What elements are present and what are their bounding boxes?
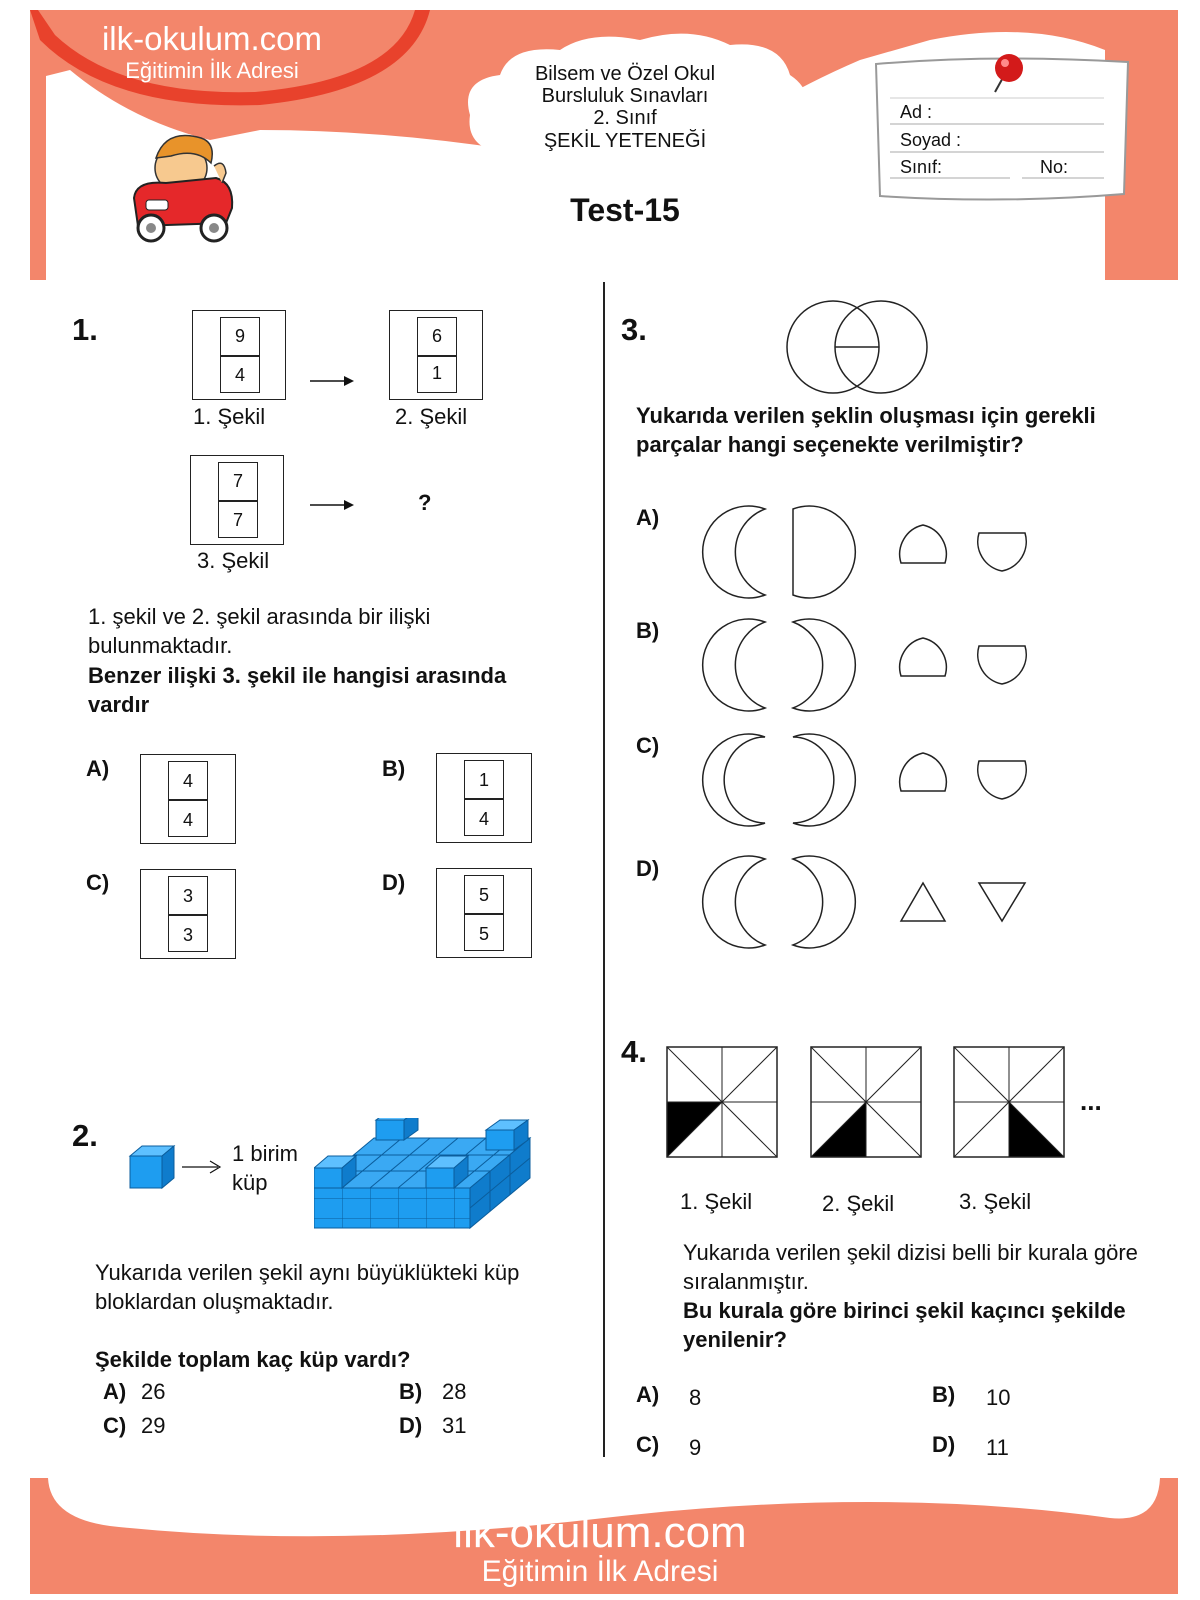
q1-fig1-top: 9 [234, 326, 245, 346]
q1-fig1-caption: 1. Şekil [193, 404, 266, 429]
q3-option-a-label[interactable]: A) [636, 505, 660, 530]
q2-question: Şekilde toplam kaç küp vardı? [95, 1347, 411, 1372]
unit-cube-icon [128, 1144, 180, 1190]
q4-figure-3 [953, 1046, 1065, 1158]
q1-option-a-figure[interactable] [140, 754, 236, 844]
q1-opt-d-top: 5 [478, 885, 489, 905]
header-slogan: Eğitimin İlk Adresi [125, 58, 299, 83]
q4-figure-1 [666, 1046, 778, 1158]
q1-fig3-top: 7 [232, 471, 243, 491]
q3-question: Yukarıda verilen şeklin oluşması için gerekli parçalar hangi seçenekte verilmiştir? [636, 403, 1096, 457]
q1-opt-b-top: 1 [478, 770, 489, 790]
q4-caption-1: 1. Şekil [680, 1189, 753, 1214]
q1-figure-2 [389, 310, 483, 400]
q1-question: Benzer ilişki 3. şekil ile hangisi arasında vardır [88, 663, 507, 717]
q2-number: 2. [72, 1118, 98, 1153]
q2-unit-label-2: küp [232, 1170, 268, 1195]
q1-opt-d-bottom: 5 [478, 924, 489, 944]
surname-field-label: Soyad : [900, 130, 962, 150]
q2-arrow-icon [182, 1160, 222, 1174]
q3-option-d-pieces[interactable] [685, 855, 1035, 950]
q1-opt-a-bottom: 4 [182, 810, 193, 830]
cloud-line-4: ŞEKİL YETENEĞİ [543, 130, 707, 152]
q1-option-a-label[interactable]: A) [86, 756, 110, 781]
q1-option-b-figure[interactable] [436, 753, 532, 843]
q3-option-b-pieces[interactable] [685, 618, 1035, 713]
q1-fig2-caption: 2. Şekil [395, 404, 468, 429]
q4-option-b-label[interactable]: B) [932, 1382, 956, 1407]
q4-option-c-label[interactable]: C) [636, 1432, 660, 1457]
q2-text: Yukarıda verilen şekil aynı büyüklükteki küp bloklardan oluşmaktadır. [95, 1260, 520, 1314]
q1-number: 1. [72, 312, 98, 347]
q4-option-d-value[interactable]: 11 [986, 1435, 1009, 1460]
q3-option-b-label[interactable]: B) [636, 618, 660, 643]
q1-arrow-2-icon [310, 498, 354, 512]
test-title: Test-15 [570, 192, 680, 228]
q2-option-a-value[interactable]: 26 [141, 1379, 166, 1404]
car-mascot-illustration [126, 128, 238, 246]
q1-opt-a-top: 4 [182, 771, 193, 791]
q4-caption-2: 2. Şekil [822, 1191, 895, 1216]
q1-opt-c-top: 3 [182, 886, 193, 906]
q4-caption-3: 3. Şekil [959, 1189, 1032, 1214]
q2-option-d-value[interactable]: 31 [442, 1413, 467, 1438]
q1-text: 1. şekil ve 2. şekil arasında bir ilişki bulunmaktadır. [88, 604, 431, 658]
q2-option-c-label[interactable]: C) [103, 1413, 127, 1438]
q1-option-c-label[interactable]: C) [86, 870, 110, 895]
q4-option-d-label[interactable]: D) [932, 1432, 956, 1457]
q1-opt-c-bottom: 3 [182, 925, 193, 945]
pushpin-icon [985, 50, 1025, 96]
q1-fig1-bottom: 4 [234, 365, 245, 385]
q1-fig2-top: 6 [431, 326, 442, 346]
q3-option-c-pieces[interactable] [685, 733, 1035, 828]
q1-fig2-bottom: 1 [431, 363, 442, 383]
q2-option-b-value[interactable]: 28 [442, 1379, 467, 1404]
q2-option-b-label[interactable]: B) [399, 1379, 423, 1404]
q1-figure-1 [192, 310, 286, 400]
cloud-line-1: Bilsem ve Özel Okul [534, 63, 716, 85]
class-field-label: Sınıf: [900, 157, 943, 177]
q1-option-d-figure[interactable] [436, 868, 532, 958]
footer-site-logo: ilk-okulum.com [453, 1508, 747, 1557]
q1-opt-b-bottom: 4 [478, 809, 489, 829]
q3-option-c-label[interactable]: C) [636, 733, 660, 758]
q4-ellipsis: ... [1080, 1086, 1102, 1116]
number-field-label: No: [1040, 157, 1069, 177]
q4-number: 4. [621, 1034, 647, 1069]
cloud-line-3: 2. Sınıf [593, 107, 657, 129]
header-site-logo: ilk-okulum.com [101, 20, 323, 57]
footer-slogan: Eğitimin İlk Adresi [481, 1555, 719, 1588]
q4-option-b-value[interactable]: 10 [986, 1385, 1011, 1410]
q3-number: 3. [621, 312, 647, 347]
q1-option-b-label[interactable]: B) [382, 756, 406, 781]
q3-overlapping-circles-figure [785, 298, 930, 396]
column-divider [603, 282, 605, 1457]
q2-option-c-value[interactable]: 29 [141, 1413, 166, 1438]
q1-figure-3 [190, 455, 284, 545]
q3-option-d-label[interactable]: D) [636, 856, 660, 881]
q3-option-a-pieces[interactable] [685, 505, 1035, 600]
cloud-line-2: Bursluluk Sınavları [541, 85, 709, 107]
q1-fig3-caption: 3. Şekil [197, 548, 270, 573]
q4-option-a-value[interactable]: 8 [689, 1385, 702, 1410]
q2-unit-label-1: 1 birim [232, 1141, 299, 1166]
q2-option-a-label[interactable]: A) [103, 1379, 127, 1404]
q1-fig3-bottom: 7 [232, 510, 243, 530]
q4-figure-2 [810, 1046, 922, 1158]
q4-option-c-value[interactable]: 9 [689, 1435, 702, 1460]
name-field-label: Ad : [900, 102, 933, 122]
q4-text: Yukarıda verilen şekil dizisi belli bir kurala göre sıralanmıştır. [683, 1240, 1138, 1294]
q2-option-d-label[interactable]: D) [399, 1413, 423, 1438]
q1-arrow-1-icon [310, 374, 354, 388]
q4-question: Bu kurala göre birinci şekil kaçıncı şekilde yenilenir? [683, 1298, 1126, 1352]
q1-question-mark: ? [418, 490, 432, 515]
q1-option-d-label[interactable]: D) [382, 870, 406, 895]
q4-option-a-label[interactable]: A) [636, 1382, 660, 1407]
q1-option-c-figure[interactable] [140, 869, 236, 959]
q2-cube-structure-figure [314, 1118, 540, 1248]
